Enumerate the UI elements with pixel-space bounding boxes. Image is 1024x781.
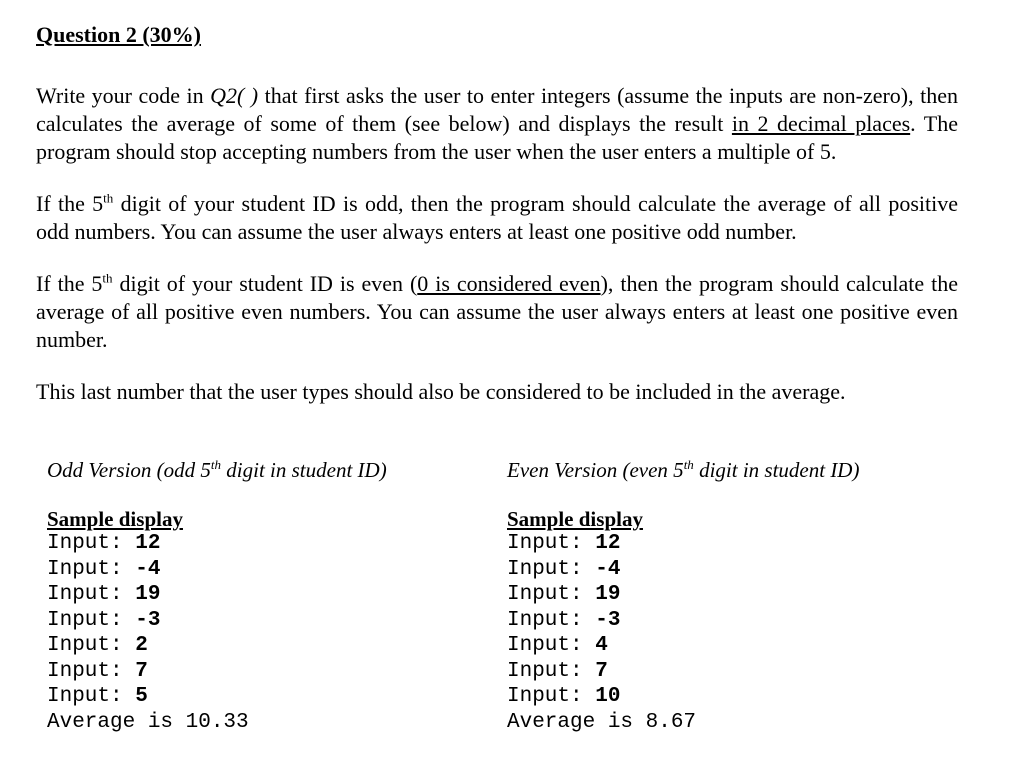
input-value: 7 <box>135 659 148 683</box>
io-line <box>47 608 487 634</box>
io-line <box>507 531 947 557</box>
last-number-paragraph: This last number that the user types should also be considered to be included in the average. <box>36 379 846 404</box>
input-prompt: Input: <box>507 608 596 632</box>
input-value: 5 <box>135 685 148 708</box>
input-prompt: Input: <box>47 557 136 581</box>
sample-columns <box>47 455 987 755</box>
io-line <box>507 582 947 608</box>
input-prompt: Input: <box>47 685 136 708</box>
input-value: 12 <box>135 532 161 555</box>
even-title-b: digit in student ID) <box>693 458 860 482</box>
odd-title-sup: th <box>210 457 222 472</box>
even-rule-text-c: ), then the program should calculate the average of all positive even numbers. You can assume the user always enters at least one positive even number. <box>36 271 958 352</box>
odd-version-column <box>47 455 487 735</box>
intro-text-b: that first asks the user to enter integers (assume the inputs are non-zero), then calculates the average of some of them (see below) and displays the result <box>36 83 958 136</box>
input-prompt: Input: <box>507 634 596 657</box>
io-line <box>47 633 487 659</box>
even-result-line: Average is 8.67 <box>507 710 697 734</box>
input-value: 4 <box>595 634 608 657</box>
io-line <box>47 557 487 583</box>
even-rule-text-b: digit of your student ID is even ( <box>112 271 418 296</box>
even-rule-paragraph <box>36 270 958 354</box>
even-title-sup: th <box>683 457 694 472</box>
even-sample-title: Sample display <box>507 507 643 531</box>
io-line <box>47 531 487 557</box>
odd-result-line: Average is 10.33 <box>47 710 249 734</box>
input-prompt: Input: <box>47 608 136 632</box>
odd-version-title <box>47 455 487 485</box>
question-document <box>36 20 958 406</box>
io-line <box>507 557 947 583</box>
io-line <box>47 659 487 685</box>
intro-underlined: in 2 decimal places <box>731 111 911 136</box>
input-value: -4 <box>135 557 161 581</box>
odd-rule-text-a: If the 5 <box>36 191 104 216</box>
odd-rule-sup: th <box>103 190 114 206</box>
input-prompt: Input: <box>47 583 136 606</box>
input-prompt: Input: <box>47 634 136 657</box>
input-value: -3 <box>135 608 161 632</box>
input-value: 19 <box>135 583 161 606</box>
function-name: Q2( ) <box>210 83 259 108</box>
even-version-title <box>507 455 947 485</box>
question-heading: Question 2 (30%) <box>36 22 201 47</box>
odd-rule-paragraph <box>36 190 958 246</box>
even-title-a: Even Version (even 5 <box>507 458 684 482</box>
intro-text-c: . The program should stop accepting numbers from the user when the user enters a multiple of 5. <box>36 111 958 164</box>
input-prompt: Input: <box>507 557 596 581</box>
io-line <box>507 659 947 685</box>
even-version-column <box>507 455 947 735</box>
even-rule-text-a: If the 5 <box>36 271 103 296</box>
input-prompt: Input: <box>507 532 596 555</box>
odd-title-b: digit in student ID) <box>221 458 387 482</box>
io-line <box>507 684 947 710</box>
input-prompt: Input: <box>47 659 136 683</box>
odd-rule-text-b: digit of your student ID is odd, then the program should calculate the average of all positive odd numbers. You can assume the user always enters at least one positive odd number. <box>36 191 958 244</box>
even-rule-underlined: 0 is considered even <box>417 271 601 296</box>
input-value: 12 <box>595 532 621 555</box>
even-rule-sup: th <box>102 270 113 286</box>
input-prompt: Input: <box>507 685 596 708</box>
io-line <box>47 684 487 710</box>
input-value: 7 <box>595 659 608 683</box>
io-line <box>507 633 947 659</box>
input-prompt: Input: <box>47 532 136 555</box>
intro-text-a: Write your code in <box>36 83 211 108</box>
input-prompt: Input: <box>507 583 596 606</box>
input-value: 10 <box>595 685 621 708</box>
input-value: 2 <box>135 634 148 657</box>
input-value: 19 <box>595 583 621 606</box>
input-value: -4 <box>595 557 621 581</box>
io-line <box>507 608 947 634</box>
io-line <box>47 582 487 608</box>
input-value: -3 <box>595 608 621 632</box>
odd-title-a: Odd Version (odd 5 <box>47 458 211 482</box>
odd-sample-title: Sample display <box>47 507 183 531</box>
intro-paragraph <box>36 82 958 166</box>
input-prompt: Input: <box>507 659 596 683</box>
